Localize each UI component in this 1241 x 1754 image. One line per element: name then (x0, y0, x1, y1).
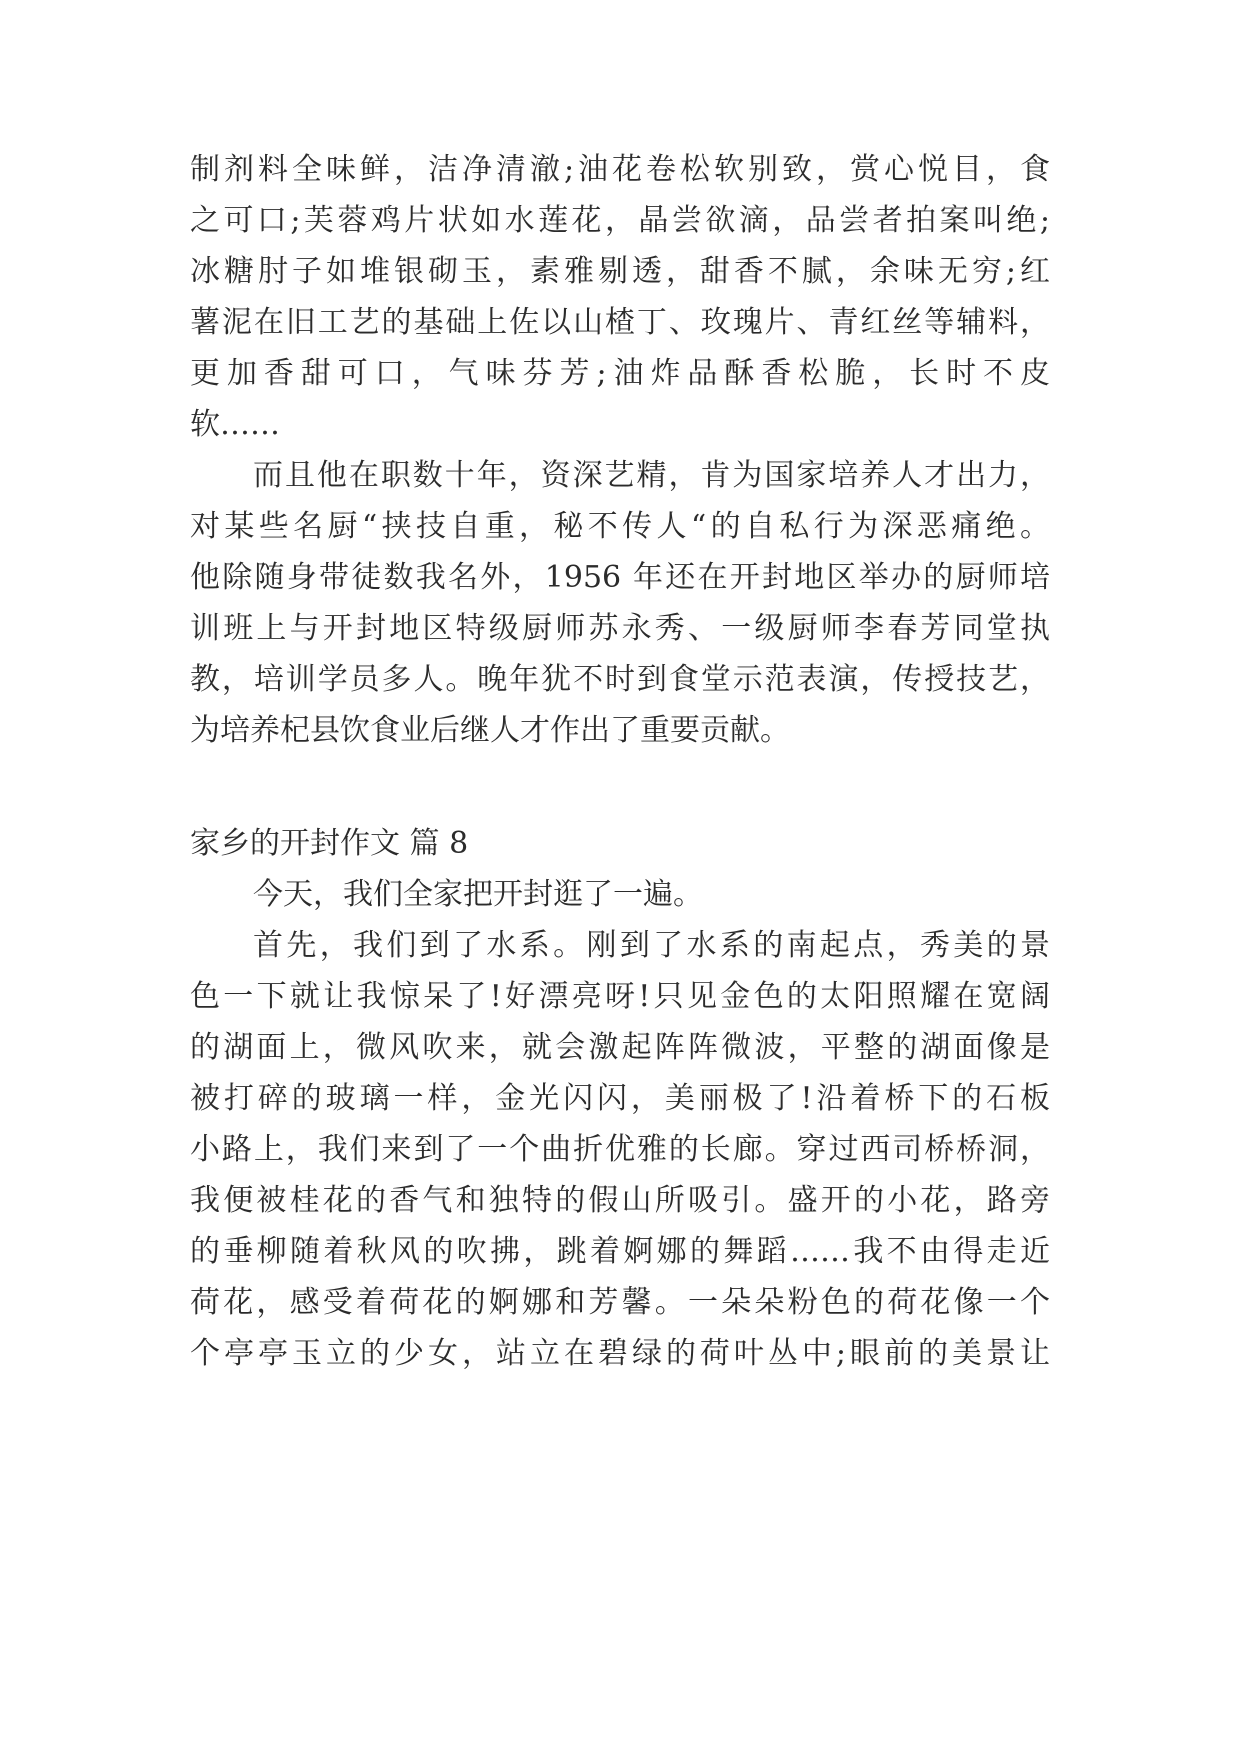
paragraph-2-line-1: 而且他在职数十年，资深艺精，肯为国家培养人才出力， (253, 458, 1050, 493)
paragraph-1-line-2: 之可口;芙蓉鸡片状如水莲花，晶尝欲滴，品尝者拍案叫绝; (190, 203, 1050, 238)
paragraph-4-line-4: 被打碎的玻璃一样，金光闪闪，美丽极了!沿着桥下的石板 (190, 1081, 1050, 1116)
paragraph-1-line-3: 冰糖肘子如堆银砌玉，素雅剔透，甜香不腻，余味无穷;红 (190, 254, 1050, 289)
paragraph-3-line-1: 今天，我们全家把开封逛了一遍。 (253, 877, 703, 912)
paragraph-4-line-5: 小路上，我们来到了一个曲折优雅的长廊。穿过西司桥桥洞， (190, 1132, 1050, 1167)
paragraph-4-line-1: 首先，我们到了水系。刚到了水系的南起点，秀美的景 (253, 928, 1050, 963)
paragraph-4-line-2: 色一下就让我惊呆了!好漂亮呀!只见金色的太阳照耀在宽阔 (190, 979, 1050, 1014)
paragraph-2-line-4: 训班上与开封地区特级厨师苏永秀、一级厨师李春芳同堂执 (190, 611, 1050, 646)
paragraph-4-line-3: 的湖面上，微风吹来，就会激起阵阵微波，平整的湖面像是 (190, 1030, 1050, 1065)
paragraph-2-line-2: 对某些名厨“挟技自重，秘不传人“的自私行为深恶痛绝。 (190, 509, 1050, 544)
section-heading: 家乡的开封作文 篇 8 (190, 826, 469, 861)
paragraph-1-line-6: 软…… (190, 407, 280, 442)
paragraph-4-line-6: 我便被桂花的香气和独特的假山所吸引。盛开的小花，路旁 (190, 1183, 1050, 1218)
paragraph-2-line-5: 教，培训学员多人。晚年犹不时到食堂示范表演，传授技艺， (190, 662, 1050, 697)
paragraph-1-line-1: 制剂料全味鲜，洁净清澈;油花卷松软别致，赏心悦目，食 (190, 152, 1050, 187)
paragraph-4-line-8: 荷花，感受着荷花的婀娜和芳馨。一朵朵粉色的荷花像一个 (190, 1285, 1050, 1320)
paragraph-2-line-6: 为培养杞县饮食业后继人才作出了重要贡献。 (190, 713, 790, 748)
paragraph-2-line-3: 他除随身带徒数我名外，1956 年还在开封地区举办的厨师培 (190, 560, 1050, 595)
paragraph-1-line-4: 薯泥在旧工艺的基础上佐以山楂丁、玫瑰片、青红丝等辅料， (190, 305, 1050, 340)
paragraph-4-line-9: 个亭亭玉立的少女，站立在碧绿的荷叶丛中;眼前的美景让 (190, 1336, 1050, 1371)
paragraph-4-line-7: 的垂柳随着秋风的吹拂，跳着婀娜的舞蹈……我不由得走近 (190, 1234, 1050, 1269)
paragraph-1-line-5: 更加香甜可口，气味芬芳;油炸品酥香松脆，长时不皮 (190, 356, 1050, 391)
